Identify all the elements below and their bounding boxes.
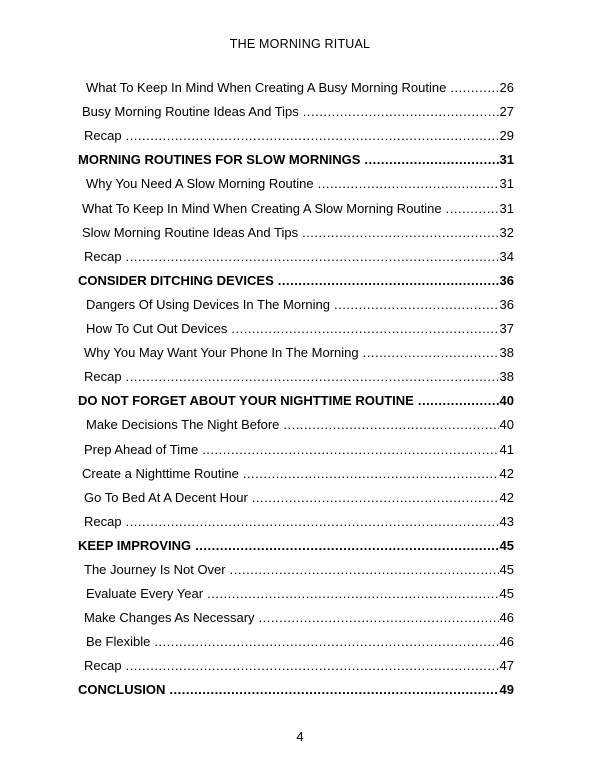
page-number: 4 — [296, 729, 304, 744]
toc-entry[interactable] — [78, 95, 514, 119]
dot-leader — [252, 490, 499, 505]
toc-entry[interactable] — [78, 625, 514, 649]
toc-entry[interactable] — [78, 457, 514, 481]
running-header: THE MORNING RITUAL — [229, 37, 371, 51]
toc-entry-title: Slow Morning Routine Ideas And Tips — [82, 224, 299, 240]
dot-leader — [207, 586, 498, 601]
toc-chapter[interactable] — [78, 143, 514, 167]
toc-entry-page: 27 — [499, 104, 514, 120]
dot-leader — [450, 80, 498, 95]
toc-chapter-title: KEEP IMPROVING — [78, 537, 192, 553]
toc-entry-title: Recap — [84, 369, 122, 385]
toc-chapter-page: 49 — [499, 682, 514, 698]
toc-entry-title: Prep Ahead of Time — [84, 441, 199, 457]
toc-entry-title: Dangers Of Using Devices In The Morning — [86, 296, 330, 312]
toc-entry[interactable] — [78, 360, 514, 384]
toc-entry-page: 45 — [499, 561, 514, 577]
toc-entry[interactable] — [78, 216, 514, 240]
toc-entry-title: Recap — [84, 248, 122, 264]
dot-leader — [363, 345, 499, 360]
table-of-contents — [78, 71, 514, 697]
dot-leader — [303, 104, 499, 119]
toc-entry[interactable] — [78, 288, 514, 312]
toc-entry-page: 46 — [499, 634, 514, 650]
toc-entry[interactable] — [78, 119, 514, 143]
toc-entry[interactable] — [78, 191, 514, 215]
toc-entry-title: Create a Nighttime Routine — [82, 465, 239, 481]
toc-entry-title: What To Keep In Mind When Creating A Slow Morning Routine — [82, 200, 442, 216]
dot-leader — [126, 514, 499, 529]
toc-entry-page: 37 — [499, 321, 514, 337]
toc-entry-page: 36 — [499, 296, 514, 312]
toc-entry-title: How To Cut Out Devices — [86, 321, 228, 337]
dot-leader — [278, 273, 499, 288]
toc-entry[interactable] — [78, 481, 514, 505]
toc-entry-title: Go To Bed At A Decent Hour — [84, 489, 248, 505]
dot-leader — [418, 393, 499, 408]
toc-entry-page: 38 — [499, 345, 514, 361]
toc-chapter-page: 36 — [499, 272, 514, 288]
toc-chapter[interactable] — [78, 264, 514, 288]
dot-leader — [126, 249, 499, 264]
toc-entry-title: Make Changes As Necessary — [84, 610, 255, 626]
toc-entry-page: 38 — [499, 369, 514, 385]
dot-leader — [334, 297, 499, 312]
toc-entry-page: 32 — [499, 224, 514, 240]
dot-leader — [318, 176, 499, 191]
toc-entry-title: Why You Need A Slow Morning Routine — [86, 176, 314, 192]
dot-leader — [231, 321, 498, 336]
toc-entry-page: 45 — [499, 586, 514, 602]
toc-entry[interactable] — [78, 71, 514, 95]
toc-chapter-title: MORNING ROUTINES FOR SLOW MORNINGS — [78, 152, 361, 168]
dot-leader — [202, 442, 498, 457]
toc-entry[interactable] — [78, 505, 514, 529]
dot-leader — [259, 610, 499, 625]
toc-entry[interactable] — [78, 408, 514, 432]
toc-entry-page: 31 — [499, 200, 514, 216]
toc-entry-page: 34 — [499, 248, 514, 264]
toc-entry-page: 46 — [499, 610, 514, 626]
dot-leader — [126, 369, 499, 384]
toc-entry-page: 42 — [499, 489, 514, 505]
toc-chapter[interactable] — [78, 384, 514, 408]
toc-entry-page: 26 — [499, 80, 514, 96]
toc-entry[interactable] — [78, 167, 514, 191]
toc-chapter[interactable] — [78, 529, 514, 553]
toc-entry-title: Why You May Want Your Phone In The Morning — [84, 345, 359, 361]
toc-entry-page: 42 — [499, 465, 514, 481]
toc-entry[interactable] — [78, 312, 514, 336]
dot-leader — [154, 634, 498, 649]
toc-entry[interactable] — [78, 553, 514, 577]
dot-leader — [364, 152, 498, 167]
toc-chapter-page: 31 — [499, 152, 514, 168]
toc-entry-title: Evaluate Every Year — [86, 586, 204, 602]
toc-entry-title: Make Decisions The Night Before — [86, 417, 280, 433]
toc-entry-title: Be Flexible — [86, 634, 151, 650]
toc-entry[interactable] — [78, 432, 514, 456]
toc-chapter-page: 40 — [499, 393, 514, 409]
toc-entry-page: 41 — [499, 441, 514, 457]
dot-leader — [283, 417, 498, 432]
dot-leader — [169, 682, 498, 697]
dot-leader — [195, 538, 498, 553]
toc-entry-title: Recap — [84, 513, 122, 529]
toc-entry-page: 40 — [499, 417, 514, 433]
toc-entry[interactable] — [78, 649, 514, 673]
dot-leader — [243, 466, 499, 481]
dot-leader — [446, 201, 499, 216]
toc-chapter-title: CONSIDER DITCHING DEVICES — [78, 272, 274, 288]
toc-entry[interactable] — [78, 240, 514, 264]
toc-entry-page: 29 — [499, 128, 514, 144]
toc-entry-title: The Journey Is Not Over — [84, 561, 226, 577]
toc-chapter-page: 45 — [499, 537, 514, 553]
toc-chapter-title: DO NOT FORGET ABOUT YOUR NIGHTTIME ROUTINE — [78, 393, 414, 409]
toc-entry-page: 43 — [499, 513, 514, 529]
toc-entry-page: 31 — [499, 176, 514, 192]
toc-entry-title: Busy Morning Routine Ideas And Tips — [82, 104, 299, 120]
toc-entry-title: Recap — [84, 658, 122, 674]
toc-entry[interactable] — [78, 577, 514, 601]
toc-entry-title: Recap — [84, 128, 122, 144]
toc-entry-page: 47 — [499, 658, 514, 674]
toc-entry[interactable] — [78, 336, 514, 360]
toc-chapter-title: CONCLUSION — [78, 682, 166, 698]
dot-leader — [126, 128, 499, 143]
dot-leader — [302, 225, 498, 240]
toc-entry[interactable] — [78, 601, 514, 625]
dot-leader — [126, 658, 499, 673]
toc-chapter[interactable] — [78, 673, 514, 697]
toc-entry-title: What To Keep In Mind When Creating A Busy Morning Routine — [86, 80, 447, 96]
dot-leader — [230, 562, 499, 577]
